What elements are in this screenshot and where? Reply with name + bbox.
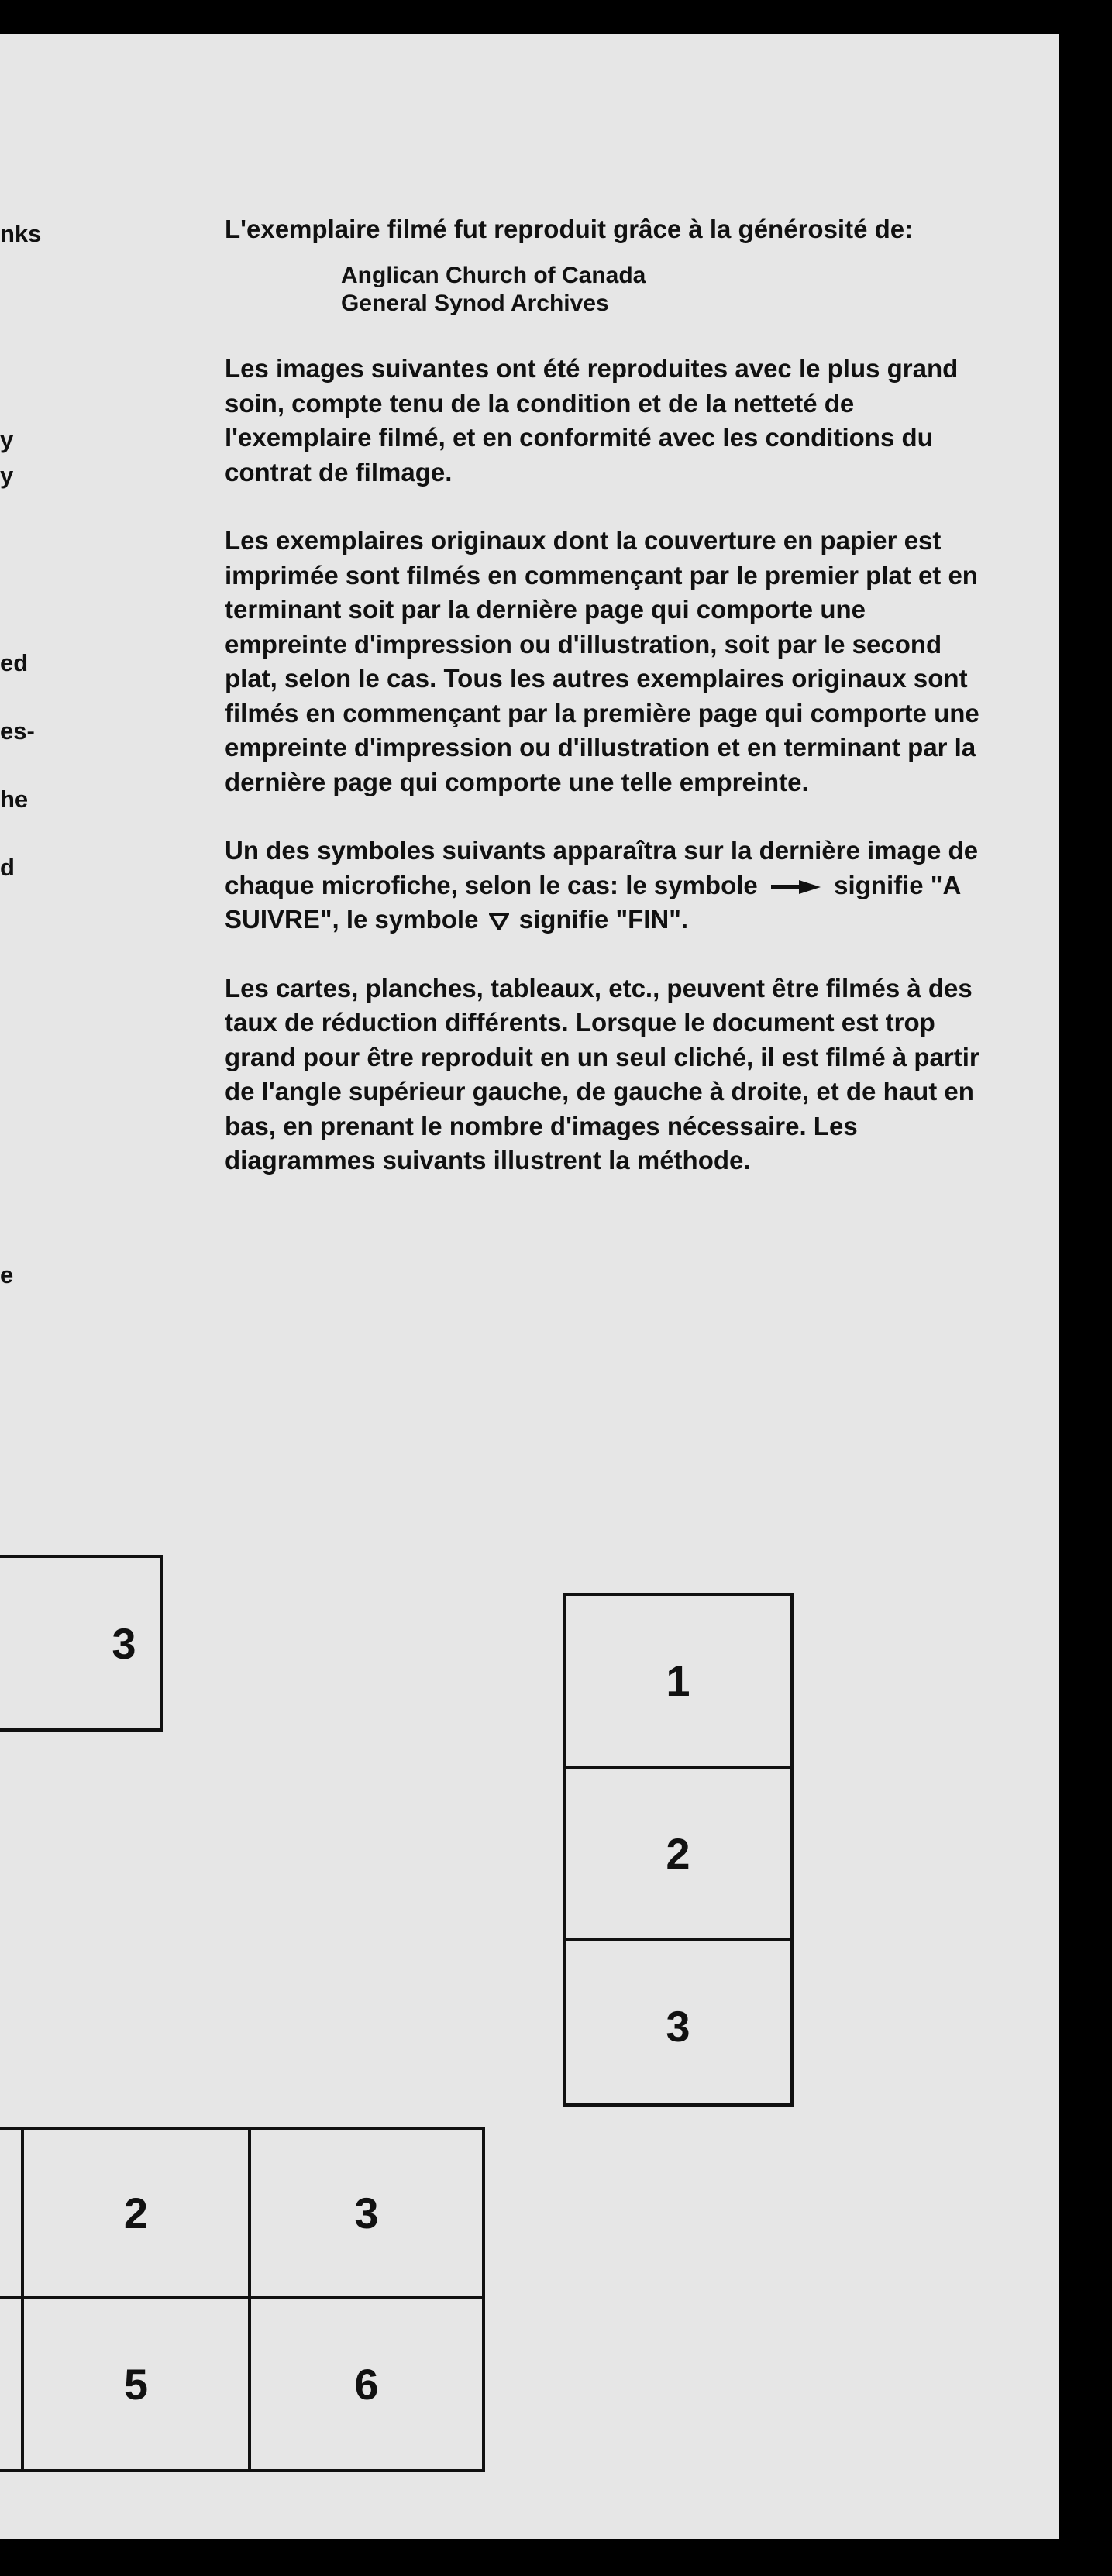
- vertical-cell-2: 2: [666, 1829, 690, 1878]
- left-fragment-8: e: [0, 1261, 14, 1288]
- main-text-column: [225, 212, 984, 1178]
- vertical-cell-3: 3: [666, 2002, 690, 2051]
- left-fragment-4: ed: [0, 649, 29, 676]
- left-fragment-6: he: [0, 786, 29, 813]
- symbols-text-a: Un des symboles suivants apparaîtra sur la dernière image de chaque microfiche, selon le cas: le symbole: [225, 836, 979, 899]
- paragraph-originals: Les exemplaires originaux dont la couverture en papier est imprimée sont filmés en commençant par le premier plat et en terminant soit par la dernière page qui comporte une empreinte d'impression ou d'illustration, soit par le second plat, selon le cas. Tous les autres exemplaires originaux sont filmés en commençant par la première page qui comporte une empreinte d'impression ou d'illustration et en terminant par la dernière page qui comporte une telle empreinte.: [225, 526, 979, 796]
- grid-cell-2: 2: [123, 2189, 149, 2237]
- credit-block: [341, 262, 984, 318]
- diagram-vertical-stack: [563, 1593, 794, 2107]
- down-triangle-icon: [489, 912, 509, 930]
- diagram-top-left-box: [0, 1555, 163, 1732]
- grid-cell-6: 6: [354, 2360, 379, 2409]
- scanned-page: [0, 34, 1059, 2539]
- credit-institution: Anglican Church of Canada: [341, 263, 646, 288]
- diagram-top-left-number: 3: [112, 1618, 136, 1668]
- diagram-grid: [0, 2127, 485, 2472]
- credit-archive: General Synod Archives: [341, 291, 609, 316]
- left-fragment-3: y: [0, 462, 14, 489]
- intro-text: L'exemplaire filmé fut reproduit grâce à la générosité de:: [225, 215, 914, 243]
- paragraph-symbols: [225, 834, 984, 937]
- symbols-text-b: signifie "A SUIVRE", le symbole: [225, 870, 961, 934]
- left-fragment-5: es-: [0, 717, 35, 745]
- grid-cell-3: 3: [354, 2189, 379, 2237]
- arrow-icon: [769, 879, 822, 896]
- left-fragment-1: nks: [0, 220, 42, 247]
- left-fragment-7: d: [0, 854, 15, 881]
- paragraph-method: Les cartes, planches, tableaux, etc., peuvent être filmés à des taux de réduction différents. Lorsque le document est trop grand pour être reproduit en un seul cliché, il est filmé à partir de l'angle supérieur gauche, de gauche à droite, et de haut en bas, en prenant le nombre d'images nécessaire. Les diagrammes suivants illustrent la méthode.: [225, 973, 979, 1175]
- symbols-text-c: signifie "FIN".: [518, 905, 689, 934]
- vertical-cell-1: 1: [666, 1656, 690, 1705]
- paragraph-care: Les images suivantes ont été reproduites avec le plus grand soin, compte tenu de la condition et de la netteté de l'exemplaire filmé, et en conformité avec les conditions du contrat de filmage.: [225, 354, 959, 487]
- grid-cell-5: 5: [123, 2360, 149, 2409]
- left-fragment-2: y: [0, 426, 14, 453]
